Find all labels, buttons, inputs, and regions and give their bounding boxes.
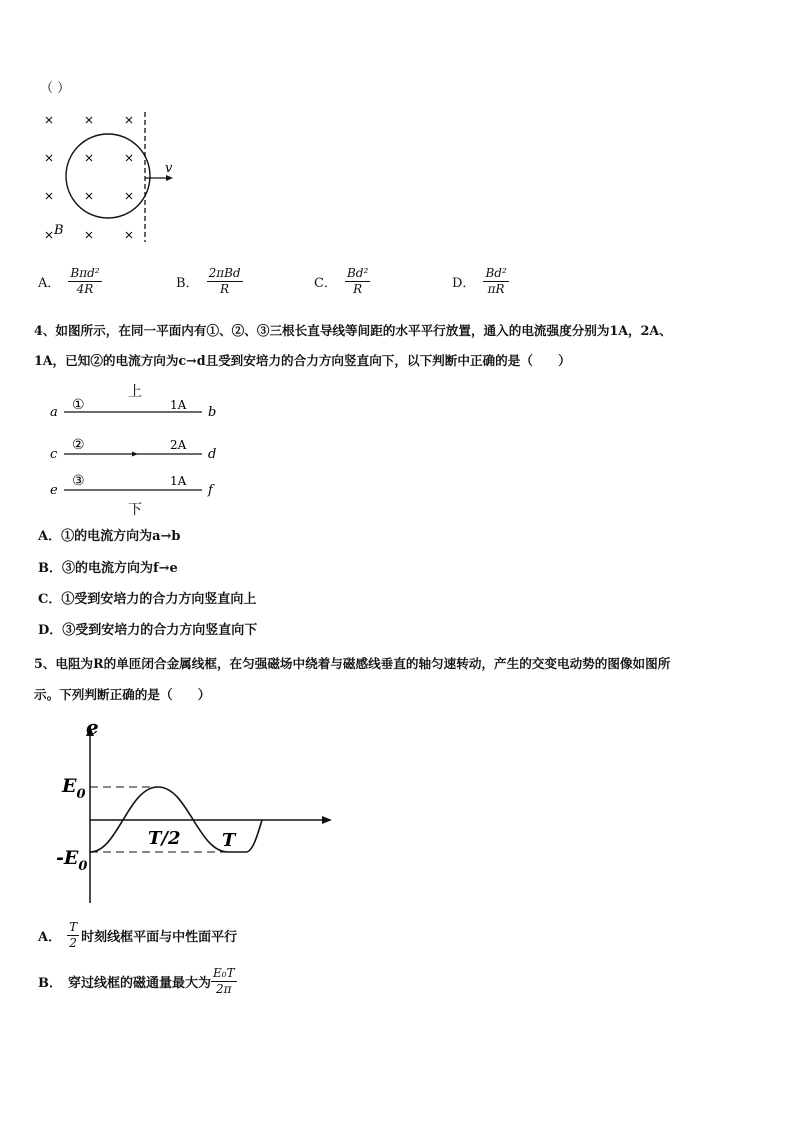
wire-3-left: e bbox=[50, 483, 58, 498]
negE0-label: $-E_0$ bbox=[56, 847, 88, 874]
wire-2-left: c bbox=[50, 447, 58, 462]
wire-1-right: b bbox=[208, 405, 217, 420]
q3-option-c[interactable]: C． $\frac{\text{Bd²}}{R}$ bbox=[314, 266, 369, 296]
bottom-label: 下 bbox=[128, 502, 142, 518]
wire-3-current: 1A bbox=[170, 474, 187, 488]
velocity-label: v bbox=[165, 161, 173, 176]
q4-stem-line1: 4、如图所示，在同一平面内有①、②、③三根长直导线等间距的水平平行放置，通入的电流强度分别为1A，2A、 bbox=[34, 323, 672, 338]
q3-option-b[interactable]: B． $\frac{\text{2πBd}}{R}$ bbox=[176, 266, 241, 296]
q4-option-d[interactable]: D．③受到安培力的合力方向竖直向下 bbox=[38, 623, 258, 638]
wire-1-current: 1A bbox=[170, 398, 187, 412]
wire-3-right: f bbox=[208, 483, 213, 498]
q4-option-b[interactable]: B．③的电流方向为f→e bbox=[38, 561, 178, 576]
q5-emf-graph bbox=[48, 708, 338, 908]
field-label: B bbox=[54, 223, 64, 238]
T-half-label: T/2 bbox=[148, 828, 181, 849]
coil-circle bbox=[66, 134, 150, 218]
wire-1-left: a bbox=[50, 405, 58, 420]
q5-stem-line2: 示。下列判断正确的是（ ） bbox=[34, 687, 211, 702]
q4-stem-line2: 1A，已知②的电流方向为c→d且受到安培力的合力方向竖直向下，以下判断中正确的是（ ） bbox=[34, 353, 571, 368]
q5-option-a[interactable]: A． $\frac{T}{2}$ 时刻线框平面与中性面平行 bbox=[38, 920, 238, 950]
y-axis-label: e bbox=[86, 715, 99, 739]
E0-label: $E_0$ bbox=[62, 775, 86, 802]
wire-2-current: 2A bbox=[170, 438, 187, 452]
q3-figure bbox=[36, 104, 206, 248]
q5-option-b[interactable]: B． 穿过线框的磁通量最大为 $\frac{\text{E₀T}}{2\pi}$ bbox=[38, 966, 235, 996]
q3-option-d[interactable]: D． $\frac{\text{Bd²}}{\pi R}$ bbox=[452, 266, 507, 296]
T-label: T bbox=[222, 830, 236, 851]
wire-2-right: d bbox=[208, 447, 217, 462]
wire-3-num: ③ bbox=[72, 473, 85, 489]
x-axis-arrow-icon bbox=[322, 816, 332, 824]
q4-option-c[interactable]: C．①受到安培力的合力方向竖直向上 bbox=[38, 592, 257, 607]
q3-paren: （ ） bbox=[40, 81, 71, 96]
q4-wires-figure bbox=[40, 378, 240, 518]
wire-1-num: ① bbox=[72, 397, 85, 413]
wire-2-num: ② bbox=[72, 437, 85, 453]
wire-2-arrow-icon bbox=[132, 452, 138, 457]
q5-stem-line1: 5、电阻为R的单匝闭合金属线框，在匀强磁场中绕着与磁感线垂直的轴匀速转动，产生的交变电动势的图像如图所 bbox=[34, 656, 671, 671]
top-label: 上 bbox=[128, 384, 142, 400]
q4-option-a[interactable]: A．①的电流方向为a→b bbox=[38, 529, 181, 544]
q3-option-a[interactable]: A． $\frac{\text{Bπd²}}{4R}$ bbox=[38, 266, 100, 296]
